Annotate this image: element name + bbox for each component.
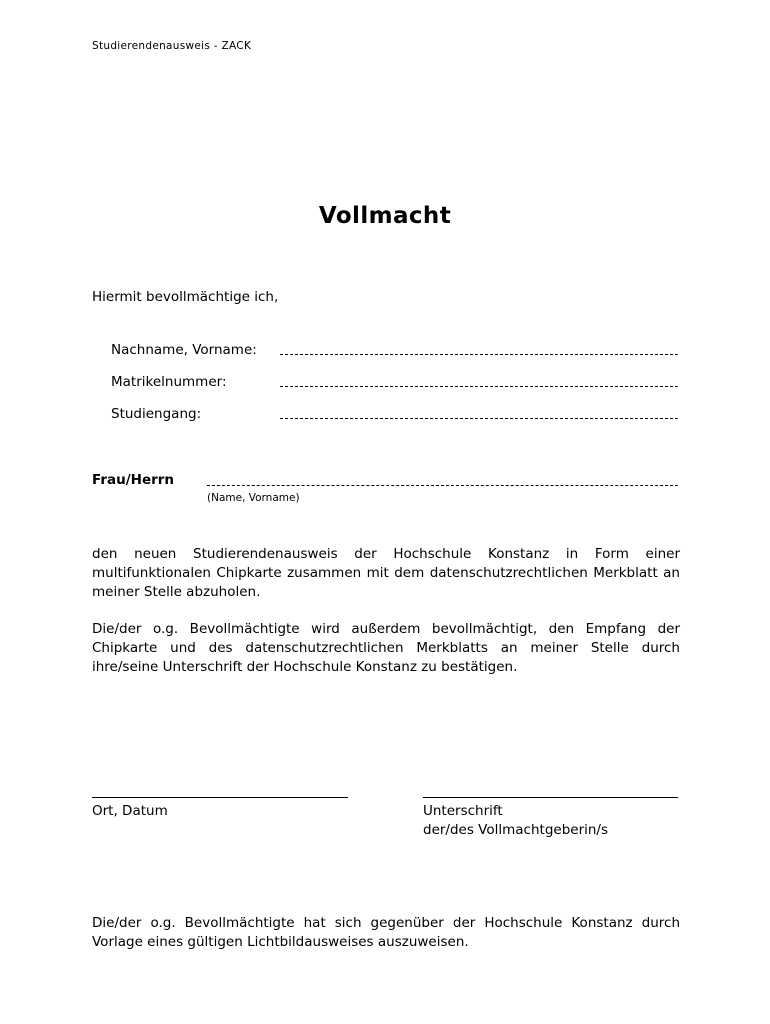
proxy-name-line[interactable]	[207, 485, 678, 486]
document-header: Studierendenausweis - ZACK	[92, 40, 252, 52]
paragraph-pickup: den neuen Studierendenausweis der Hochschule Konstanz in Form einer multifunktionalen Chipkarte zusammen mit dem datenschutzrechtlichen Merkblatt an meiner Stelle abzuholen.	[92, 546, 680, 600]
signature-label-line1: Unterschrift	[423, 803, 503, 819]
field-label-studiengang: Studiengang:	[111, 406, 202, 422]
field-label-matrikel: Matrikelnummer:	[111, 374, 227, 390]
document-title: Vollmacht	[318, 203, 452, 229]
proxy-hint: (Name, Vorname)	[207, 492, 300, 504]
intro-text: Hiermit bevollmächtige ich,	[92, 289, 279, 305]
field-label-name: Nachname, Vorname:	[111, 342, 257, 358]
field-line-name[interactable]	[280, 354, 678, 355]
paragraph-confirmation: Die/der o.g. Bevollmächtigte wird außerdem bevollmächtigt, den Empfang der Chipkarte und des datenschutzrechtlichen Merkblatts an meiner Stelle durch ihre/seine Unterschrift der Hochschule Konstanz zu bestätigen.	[92, 621, 680, 675]
proxy-label: Frau/Herrn	[92, 472, 175, 488]
field-line-matrikel[interactable]	[280, 386, 678, 387]
place-date-line[interactable]	[92, 797, 348, 798]
field-line-studiengang[interactable]	[280, 418, 678, 419]
place-date-label: Ort, Datum	[92, 803, 168, 819]
signature-label-line2: der/des Vollmachtgeberin/s	[423, 822, 609, 838]
footer-note: Die/der o.g. Bevollmächtigte hat sich gegenüber der Hochschule Konstanz durch Vorlage eines gültigen Lichtbildausweises auszuweisen.	[92, 915, 680, 950]
signature-line[interactable]	[423, 797, 678, 798]
